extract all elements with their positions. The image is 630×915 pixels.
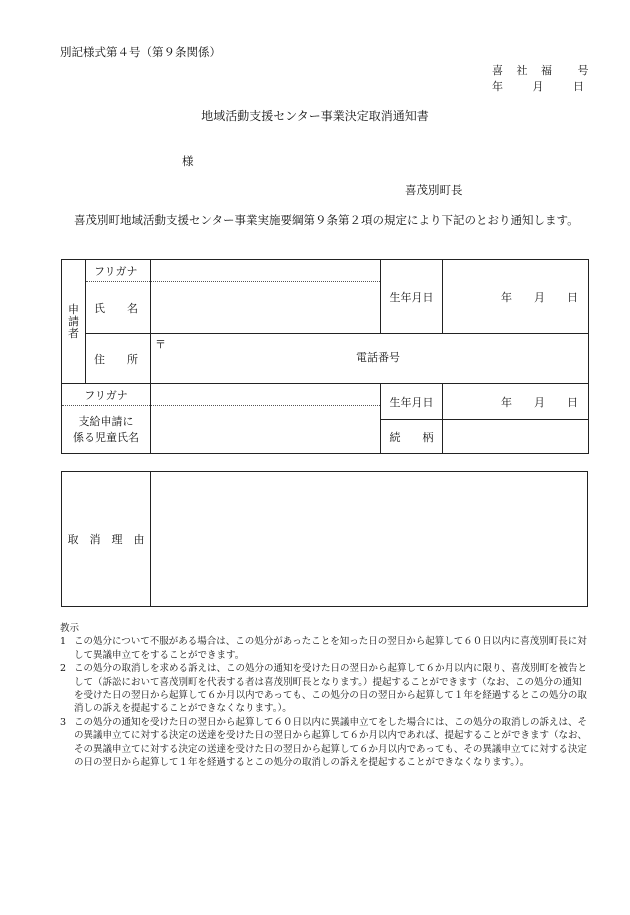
reason-field[interactable] xyxy=(151,472,588,607)
applicant-birthdate-field[interactable]: 年 月 日 xyxy=(443,260,589,334)
applicant-name-field[interactable] xyxy=(151,282,381,334)
form-number: 別記様式第４号（第９条関係） xyxy=(60,45,221,59)
child-birthdate-field[interactable]: 年 月 日 xyxy=(443,384,589,420)
doc-number-char: 福 xyxy=(541,64,552,77)
reason-table xyxy=(61,471,588,607)
child-birthdate-label: 生年月日 xyxy=(381,384,443,420)
relationship-field[interactable] xyxy=(443,420,589,454)
applicant-furigana-field[interactable] xyxy=(151,260,381,282)
date-day: 日 xyxy=(573,80,584,93)
document-title: 地域活動支援センター事業決定取消通知書 xyxy=(201,109,429,123)
applicant-address-field[interactable] xyxy=(151,334,589,384)
child-name-label: 支給申請に 係る児童氏名 xyxy=(62,406,151,454)
applicant-section-label: 申 請 者 xyxy=(62,260,86,384)
instructions-heading: 教示 xyxy=(60,623,80,634)
document-date xyxy=(492,78,584,94)
applicant-birthdate-label: 生年月日 xyxy=(381,260,443,334)
applicant-address-label: 住 所 xyxy=(86,334,151,384)
instruction-item: 3 この処分の通知を受けた日の翌日から起算して６０日以内に異議申立てをした場合には、この処分の取消しの訴えは、その異議申立てに対する決定の送達を受けた日の翌日から起算して６か月以内であれば、提起することができます（なお、その異議申立てに対する決定の送達を受けた日の翌日から起算して６か月以内であっても、その異議申立てに対する決定の日の翌日から起算して１年を経過するとこの処分の取消しの訴えを提起することができなくなります。）。 xyxy=(60,716,588,769)
phone-label: 電話番号 xyxy=(356,351,400,364)
instruction-item: 1 この処分について不服がある場合は、この処分があったことを知った日の翌日から起算して６０日以内に喜茂別町長に対して異議申立てをすることができます。 xyxy=(60,636,587,661)
applicant-table xyxy=(61,259,589,454)
doc-number-char: 喜 xyxy=(492,64,503,77)
date-year: 年 xyxy=(492,80,503,93)
applicant-furigana-label: フリガナ xyxy=(86,260,151,282)
child-furigana-label: フリガナ xyxy=(62,384,151,406)
postal-mark: 〒 xyxy=(155,338,166,351)
doc-number-char: 社 xyxy=(516,64,528,77)
instructions xyxy=(60,622,590,769)
doc-number-char: 号 xyxy=(577,64,589,77)
lead-text: 喜茂別町地域活動支援センター事業実施要綱第９条第２項の規定により下記のとおり通知します。 xyxy=(74,213,579,227)
relationship-label: 続 柄 xyxy=(381,420,443,454)
applicant-name-label: 氏 名 xyxy=(86,282,151,334)
document-number xyxy=(492,62,589,78)
date-month: 月 xyxy=(532,80,544,93)
child-furigana-field[interactable] xyxy=(151,384,381,406)
addressee: 様 xyxy=(182,154,194,168)
child-name-field[interactable] xyxy=(151,406,381,454)
instruction-item: 2 この処分の取消しを求める訴えは、この処分の通知を受けた日の翌日から起算して６か月以内に限り、喜茂別町を被告として（訴訟において喜茂別町を代表する者は喜茂別町長となります。）提起することができます（なお、この処分の通知を受けた日の翌日から起算して６か月以内であっても、この処分の日の翌日から起算して１年を経過するとこの処分の取消しの訴えを提起することができなくなります。）。 xyxy=(60,663,588,715)
reason-label: 取 消 理 由 xyxy=(62,472,151,607)
issuer: 喜茂別町長 xyxy=(405,183,463,197)
